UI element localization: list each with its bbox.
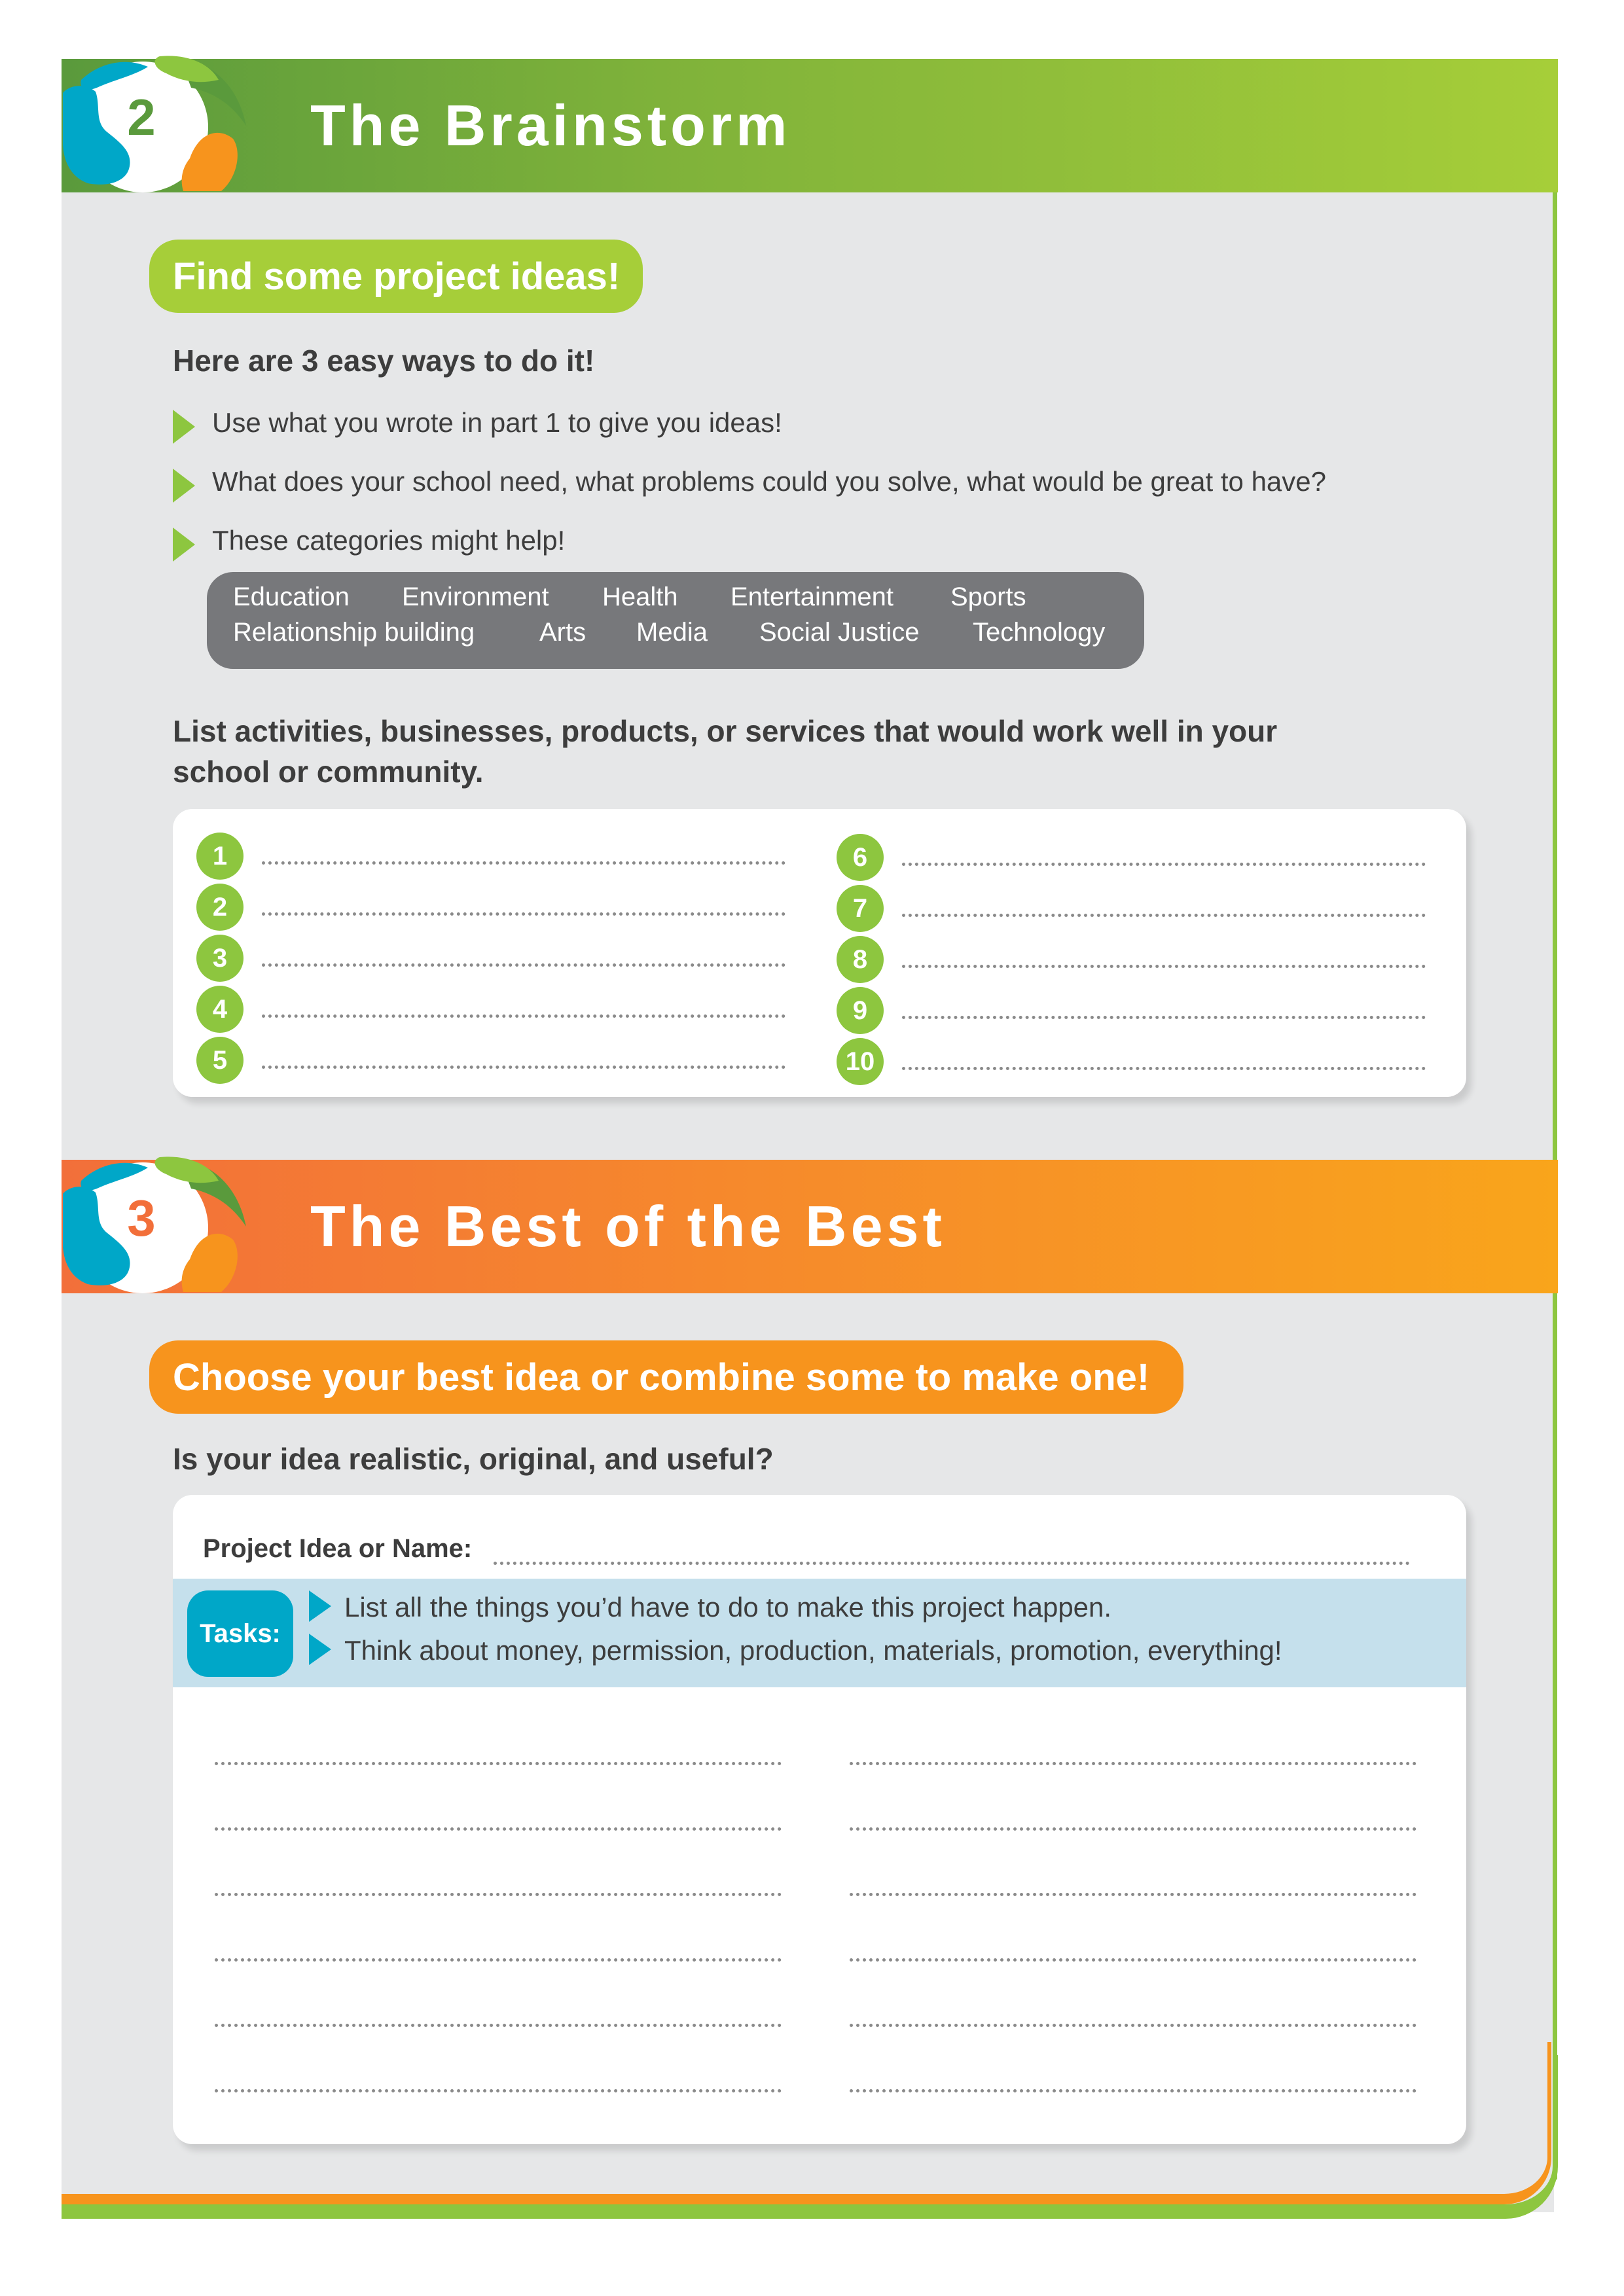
list-number-2: 2 [196,884,244,931]
section-2-header [62,59,1558,192]
idea-line-6[interactable] [902,863,1426,866]
list-number-1: 1 [196,833,244,880]
task-line[interactable] [215,1958,782,1962]
category-environment: Environment [402,583,549,611]
idea-line-7[interactable] [902,914,1426,917]
category-arts: Arts [539,618,586,647]
list-number-5: 5 [196,1037,244,1084]
list-number-10: 10 [837,1038,884,1085]
section-2-title: The Brainstorm [310,93,791,158]
triangle-bullet-icon [173,469,195,503]
idea-line-4[interactable] [262,1014,785,1018]
triangle-bullet-icon [173,528,195,562]
task-1-text: List all the things you’d have to do to make this project happen. [344,1592,1112,1623]
tasks-badge: Tasks: [187,1590,293,1677]
section-3-badge [62,1155,258,1299]
task-line[interactable] [215,1762,782,1765]
category-sports: Sports [950,583,1026,611]
category-health: Health [602,583,678,611]
bullet-2-text: What does your school need, what problems could you solve, what would be great to have? [212,466,1327,497]
task-line[interactable] [850,2089,1416,2092]
idea-line-9[interactable] [902,1016,1426,1019]
categories-box [207,572,1144,669]
list-number-3: 3 [196,935,244,982]
project-idea-label: Project Idea or Name: [203,1534,473,1563]
list-prompt-line-1: List activities, businesses, products, or services that would work well in your [173,714,1278,748]
bullet-1-text: Use what you wrote in part 1 to give you ideas! [212,407,782,438]
idea-question: Is your idea realistic, original, and useful? [173,1442,774,1476]
triangle-bullet-icon [309,1590,331,1622]
idea-line-8[interactable] [902,965,1426,968]
find-ideas-heading: Find some project ideas! [149,240,643,313]
task-2-text: Think about money, permission, production, materials, promotion, everything! [344,1635,1282,1666]
category-entertainment: Entertainment [731,583,894,611]
task-line[interactable] [215,1827,782,1831]
list-number-4: 4 [196,986,244,1033]
ideas-list-card [173,809,1466,1097]
category-media: Media [636,618,708,647]
section-3-header [62,1160,1558,1293]
project-idea-line[interactable] [494,1562,1410,1565]
choose-idea-heading: Choose your best idea or combine some to make one! [149,1340,1183,1414]
task-line[interactable] [215,2089,782,2092]
category-relationship-building: Relationship building [233,618,475,647]
task-line[interactable] [850,1893,1416,1896]
idea-line-5[interactable] [262,1066,785,1069]
list-number-7: 7 [837,885,884,932]
list-prompt-line-2: school or community. [173,755,484,789]
right-frame-line [1553,59,1557,2179]
idea-line-2[interactable] [262,912,785,916]
triangle-bullet-icon [309,1634,331,1665]
task-line[interactable] [850,1762,1416,1765]
category-social-justice: Social Justice [759,618,920,647]
section-3-number: 3 [127,1189,156,1247]
list-number-8: 8 [837,936,884,983]
task-line[interactable] [850,1827,1416,1831]
section-3-title: The Best of the Best [310,1194,946,1259]
idea-line-1[interactable] [262,861,785,865]
idea-line-3[interactable] [262,963,785,967]
list-number-9: 9 [837,987,884,1034]
category-technology: Technology [973,618,1106,647]
section-2-number: 2 [127,88,156,146]
task-line[interactable] [215,2024,782,2027]
task-line[interactable] [850,1958,1416,1962]
project-plan-card [173,1495,1466,2144]
idea-line-10[interactable] [902,1067,1426,1070]
intro-text: Here are 3 easy ways to do it! [173,344,595,378]
task-line[interactable] [850,2024,1416,2027]
task-line[interactable] [215,1893,782,1896]
list-number-6: 6 [837,834,884,881]
section-2-badge [62,54,258,198]
bullet-3-text: These categories might help! [212,525,566,556]
category-education: Education [233,583,350,611]
tasks-band [173,1579,1466,1687]
triangle-bullet-icon [173,410,195,444]
